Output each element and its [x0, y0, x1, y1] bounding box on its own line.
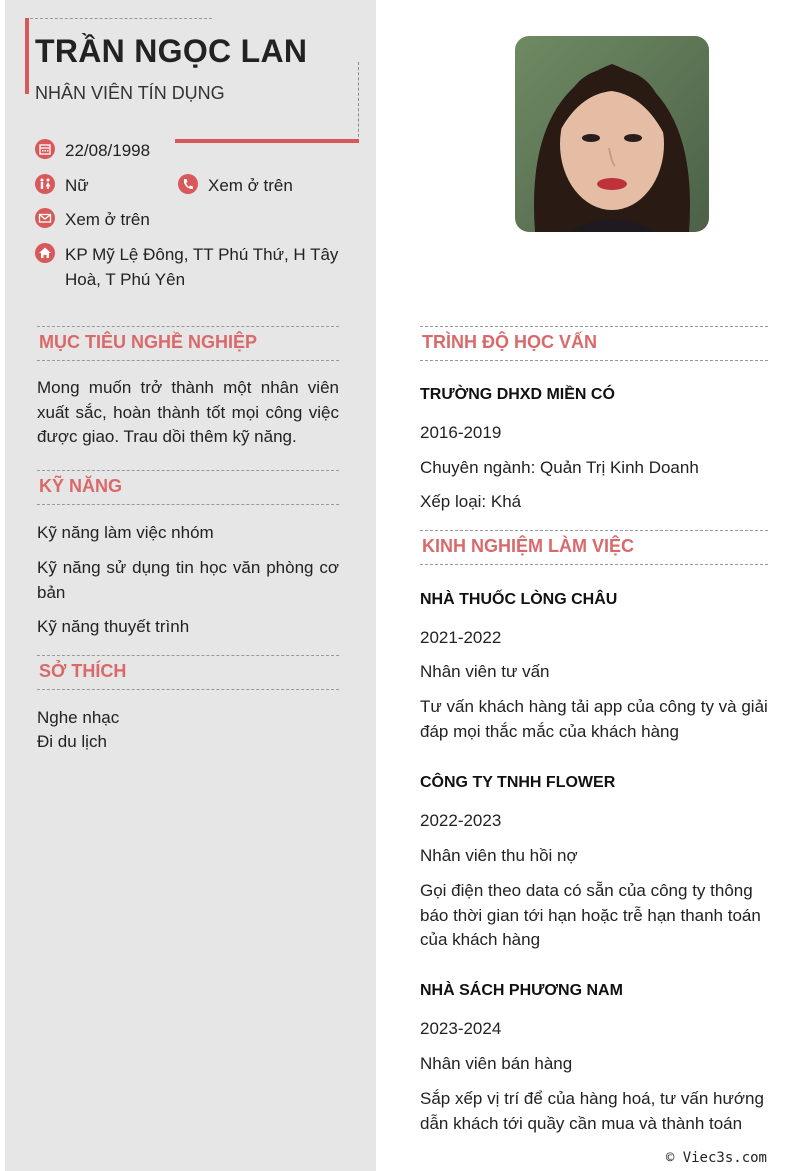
- experience-heading: [420, 530, 768, 565]
- section-title: SỞ THÍCH: [39, 661, 127, 681]
- email-icon: [35, 208, 55, 228]
- skill-item: Kỹ năng sử dụng tin học văn phòng cơ bản: [37, 558, 339, 602]
- company-name: CÔNG TY TNHH FLOWER: [420, 774, 616, 791]
- divider: [30, 18, 212, 19]
- divider: [358, 62, 359, 142]
- section-title: MỤC TIÊU NGHỀ NGHIỆP: [39, 332, 258, 352]
- phone-icon: [178, 174, 198, 194]
- skill-item: Kỹ năng thuyết trình: [37, 617, 190, 636]
- job-period: 2022-2023: [420, 811, 502, 830]
- gender: Nữ: [65, 176, 89, 195]
- job-description: Tư vấn khách hàng tải app của công ty và giải đáp mọi thắc mắc của khách hàng: [420, 697, 768, 741]
- school-name: TRƯỜNG DHXD MIỀN CÓ: [420, 386, 615, 403]
- email: Xem ở trên: [65, 210, 150, 229]
- section-title: KINH NGHIỆM LÀM VIỆC: [422, 536, 635, 556]
- education-major: Chuyên ngành: Quản Trị Kinh Doanh: [420, 458, 699, 477]
- hobbies-heading: [37, 655, 339, 690]
- skills-heading: [37, 470, 339, 505]
- home-icon: [35, 243, 55, 263]
- education-grade: Xếp loại: Khá: [420, 492, 522, 511]
- hobby-item: Đi du lịch: [37, 732, 107, 751]
- objective-text: Mong muốn trở thành một nhân viên xuất sắc, hoàn thành tốt mọi công việc được giao. Trau dồi thêm kỹ năng.: [37, 378, 339, 446]
- job-position: Nhân viên thu hồi nợ: [420, 846, 578, 865]
- phone: Xem ở trên: [208, 176, 293, 195]
- profile-photo: [515, 36, 709, 232]
- company-name: NHÀ SÁCH PHƯƠNG NAM: [420, 982, 623, 999]
- job-title: NHÂN VIÊN TÍN DỤNG: [35, 83, 225, 103]
- job-period: 2021-2022: [420, 628, 502, 647]
- address: KP Mỹ Lệ Đông, TT Phú Thứ, H Tây Hoà, T Phú Yên: [65, 245, 339, 289]
- hobby-item: Nghe nhạc: [37, 708, 120, 727]
- job-description: Sắp xếp vị trí để của hàng hoá, tư vấn hướng dẫn khách tới quầy cần mua và thành toán: [420, 1089, 764, 1133]
- education-heading: [420, 326, 768, 361]
- accent-bar: [25, 18, 29, 94]
- section-title: TRÌNH ĐỘ HỌC VẤN: [422, 332, 597, 352]
- candidate-name: TRẦN NGỌC LAN: [35, 33, 308, 69]
- job-position: Nhân viên tư vấn: [420, 662, 550, 681]
- job-period: 2023-2024: [420, 1019, 502, 1038]
- watermark: © Viec3s.com: [665, 1150, 767, 1166]
- education-period: 2016-2019: [420, 423, 502, 442]
- section-title: KỸ NĂNG: [39, 476, 123, 496]
- birthdate: 22/08/1998: [65, 141, 151, 160]
- accent-line: [175, 139, 359, 143]
- objective-heading: [37, 326, 339, 361]
- gender-icon: [35, 174, 55, 194]
- job-position: Nhân viên bán hàng: [420, 1054, 573, 1073]
- company-name: NHÀ THUỐC LÒNG CHÂU: [420, 591, 618, 608]
- calendar-icon: [35, 139, 55, 159]
- skill-item: Kỹ năng làm việc nhóm: [37, 523, 214, 542]
- job-description: Gọi điện theo data có sẵn của công ty thông báo thời gian tới hạn hoặc trễ hạn thanh toán của khách hàng: [420, 881, 761, 949]
